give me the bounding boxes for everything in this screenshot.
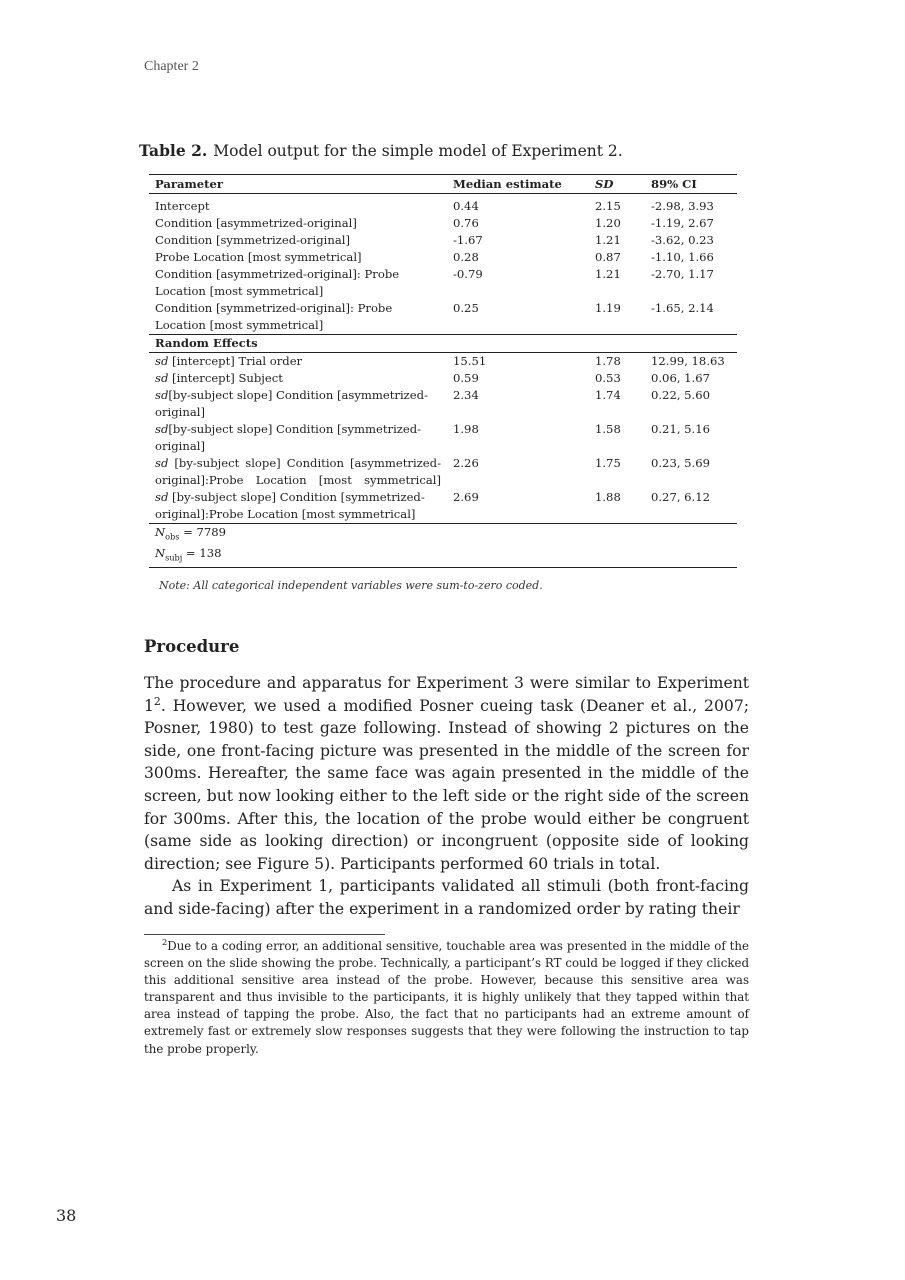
- param-cell: Condition [asymmetrized-original]: Probe Location [most symmetrical]: [155, 267, 400, 298]
- param-cell: Condition [symmetrized-original]: [155, 233, 351, 247]
- table-note: Note: All categorical independent variables were sum-to-zero coded.: [159, 579, 543, 592]
- sd-cell: 1.19: [595, 301, 621, 315]
- median-cell: 0.44: [453, 199, 479, 213]
- ci-cell: 0.27, 6.12: [651, 490, 710, 504]
- table-row: [149, 194, 737, 216]
- ci-cell: -2.98, 3.93: [651, 199, 714, 213]
- param-cell: Condition [asymmetrized-original]: [155, 216, 357, 230]
- n-obs-row: [149, 524, 737, 546]
- ci-cell: 0.21, 5.16: [651, 422, 710, 436]
- ci-cell: -3.62, 0.23: [651, 233, 714, 247]
- sd-cell: 1.20: [595, 216, 621, 230]
- sd-cell: 0.87: [595, 250, 621, 264]
- table-row: [149, 215, 737, 232]
- median-cell: 0.25: [453, 301, 479, 315]
- n-obs: $N_{obs} = 7789$: [149, 524, 737, 546]
- ci-cell: 12.99, 18.63: [651, 354, 725, 368]
- ci-cell: -1.19, 2.67: [651, 216, 714, 230]
- sd-cell: 1.78: [595, 354, 621, 368]
- median-cell: 15.51: [453, 354, 487, 368]
- sd-cell: 0.53: [595, 371, 621, 385]
- param-cell: sd[by-subject slope] Condition [asymmetrized-original]: [155, 388, 428, 419]
- random-effects-header-row: [149, 335, 737, 353]
- model-output-table: [149, 174, 737, 568]
- table-header-row: [149, 175, 737, 194]
- sd-cell: 1.88: [595, 490, 621, 504]
- sd-cell: 1.21: [595, 233, 621, 247]
- table-row: [149, 387, 737, 421]
- median-cell: -1.67: [453, 233, 483, 247]
- param-cell: sd [by-subject slope] Condition [symmetrized-original]:Probe Location [most symmetrical]: [155, 490, 425, 521]
- table-row: [149, 353, 737, 371]
- table-row: [149, 266, 737, 300]
- page-number: 38: [56, 1206, 77, 1225]
- table-row: [149, 421, 737, 455]
- param-cell: Probe Location [most symmetrical]: [155, 250, 362, 264]
- table-caption-text: Model output for the simple model of Experiment 2.: [213, 142, 623, 160]
- table-row: [149, 249, 737, 266]
- paragraph-2: As in Experiment 1, participants validated all stimuli (both front-facing and side-facing) after the experiment in a randomized order by rating their: [144, 877, 749, 918]
- body-text: [144, 672, 749, 921]
- header-sd: SD: [595, 176, 614, 191]
- median-cell: 1.98: [453, 422, 479, 436]
- median-cell: 2.69: [453, 490, 479, 504]
- table-row: [149, 232, 737, 249]
- param-cell: sd[by-subject slope] Condition [symmetrized-original]: [155, 422, 422, 453]
- median-cell: 2.26: [453, 456, 479, 470]
- fixed-effects-body: [149, 194, 737, 335]
- n-subj-row: [149, 545, 737, 567]
- table-row: [149, 300, 737, 335]
- ci-cell: -2.70, 1.17: [651, 267, 714, 281]
- header-median-estimate: Median estimate: [453, 176, 562, 191]
- param-cell: sd [by-subject slope] Condition [asymmetrized-original]:Probe Location [most symmetrical]: [155, 456, 441, 487]
- footnote: $^2$Due to a coding error, an additional sensitive, touchable area was presented in the middle of the screen on the slide showing the probe. Technically, a participant’s RT could be logged if they clicked this additional sensitive area instead of the probe. However, because this sensitive area was transparent and thus invisible to the participants, it is highly unlikely that they tapped within that area instead of tapping the probe. Also, the fact that no participants had an extreme amount of extremely fast or extremely slow responses suggests that they were following the instruction to tap the probe properly.: [144, 937, 749, 1056]
- footnote-ref: 2: [153, 694, 161, 708]
- footnote-rule: [144, 934, 385, 935]
- sd-cell: 1.74: [595, 388, 621, 402]
- param-cell: Condition [symmetrized-original]: Probe Location [most symmetrical]: [155, 301, 393, 332]
- sd-cell: 2.15: [595, 199, 621, 213]
- footnote-mark: 2: [162, 937, 168, 948]
- random-effects-body: [149, 353, 737, 524]
- ci-cell: -1.10, 1.66: [651, 250, 714, 264]
- param-cell: Intercept: [155, 199, 210, 213]
- median-cell: 2.34: [453, 388, 479, 402]
- ci-cell: 0.06, 1.67: [651, 371, 710, 385]
- ci-cell: 0.23, 5.69: [651, 456, 710, 470]
- ci-cell: 0.22, 5.60: [651, 388, 710, 402]
- random-effects-heading: Random Effects: [149, 335, 737, 353]
- sd-cell: 1.21: [595, 267, 621, 281]
- table-row: [149, 489, 737, 524]
- median-cell: 0.28: [453, 250, 479, 264]
- median-cell: -0.79: [453, 267, 483, 281]
- ci-cell: -1.65, 2.14: [651, 301, 714, 315]
- paragraph-1: The procedure and apparatus for Experiment 3 were similar to Experiment $1^2$. However, we used a modified Posner cueing task (Deaner et al., 2007; Posner, 1980) to test gaze following. Instead of showing 2 pictures on the side, one front-facing picture was presented in the middle of the screen for 300ms. Hereafter, the same face was again presented in the middle of the screen, but now looking either to the left side or the right side of the screen for 300ms. After this, the location of the probe would either be congruent (same side as looking direction) or incongruent (opposite side of looking direction; see Figure 5). Participants performed 60 trials in total.: [144, 674, 749, 873]
- table-caption: [139, 141, 623, 160]
- header-ci: 89% CI: [651, 176, 697, 191]
- table-row: [149, 370, 737, 387]
- sd-cell: 1.58: [595, 422, 621, 436]
- sd-cell: 1.75: [595, 456, 621, 470]
- median-cell: 0.59: [453, 371, 479, 385]
- n-subj: $N_{subj} = 138$: [149, 545, 737, 567]
- param-cell: sd [intercept] Trial order: [155, 354, 303, 368]
- table-caption-label: Table 2.: [139, 141, 208, 160]
- running-head: Chapter 2: [144, 59, 199, 74]
- median-cell: 0.76: [453, 216, 479, 230]
- header-parameter: Parameter: [155, 176, 224, 191]
- section-heading: Procedure: [144, 637, 240, 656]
- param-cell: sd [intercept] Subject: [155, 371, 283, 385]
- table-row: [149, 455, 737, 489]
